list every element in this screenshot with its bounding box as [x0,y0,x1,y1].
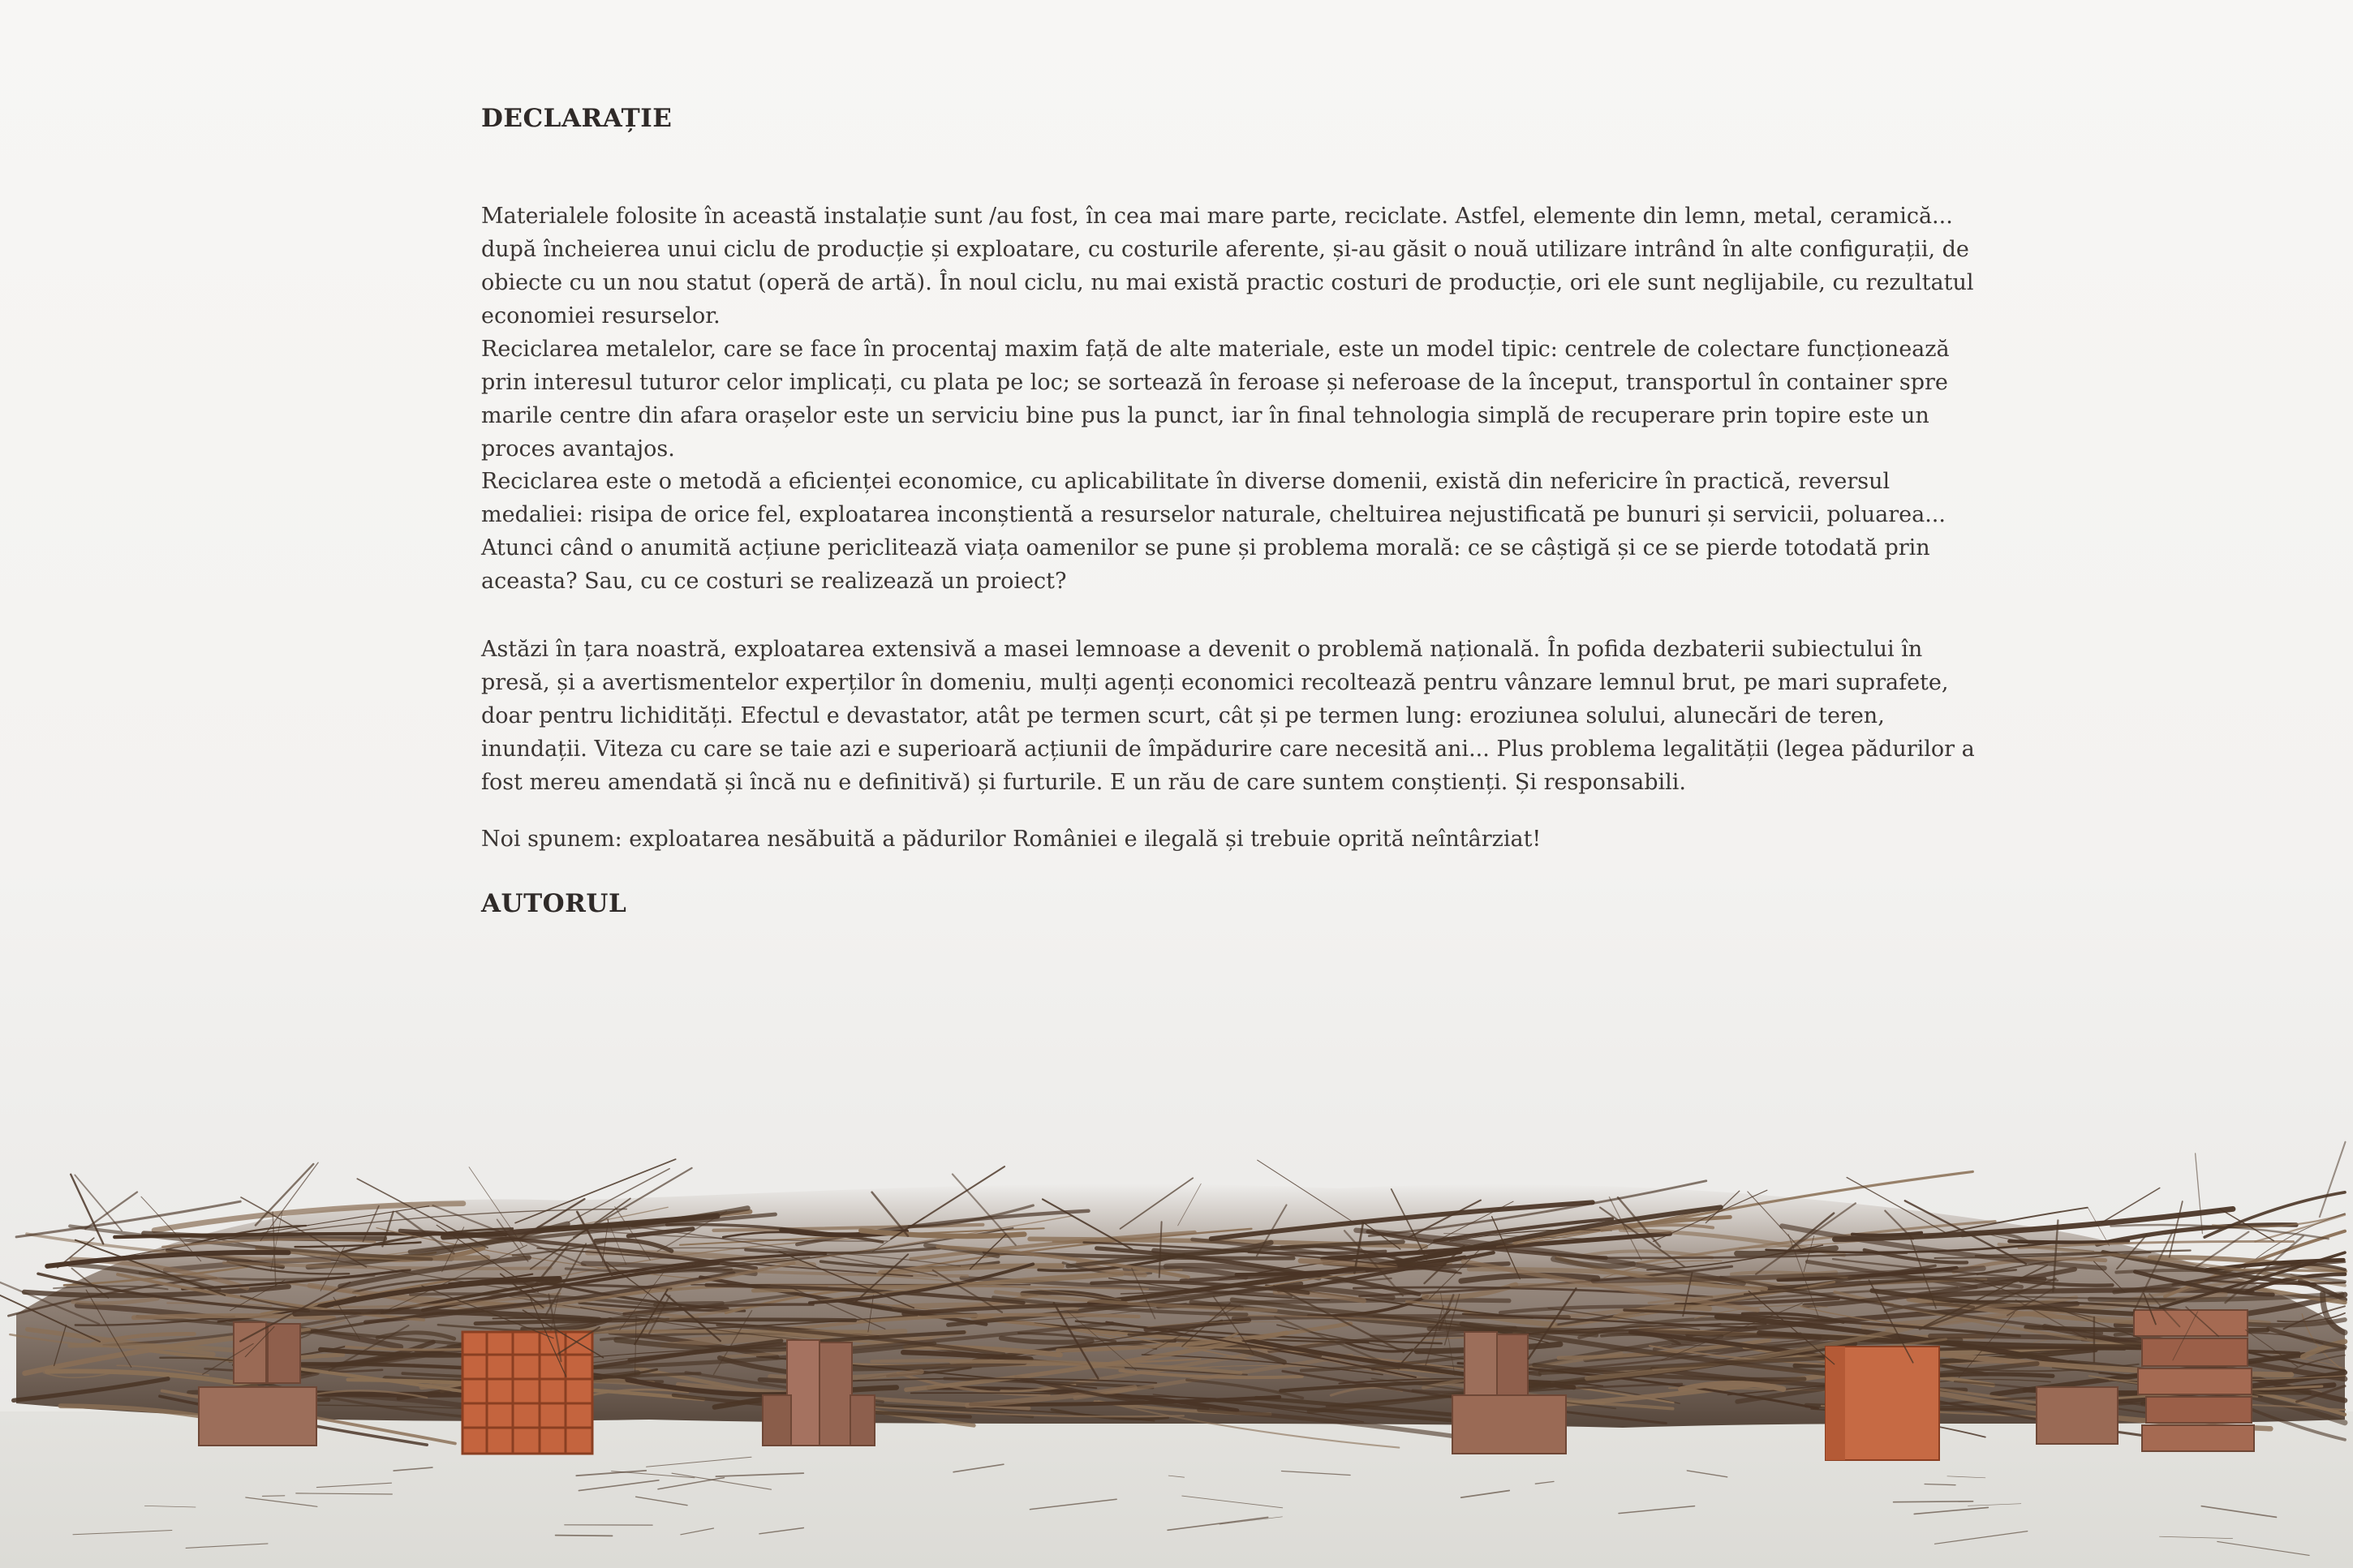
floor-twig [262,1496,284,1497]
floor-twig [296,1493,393,1494]
brick-stack-right [2134,1310,2254,1451]
brick-old-5 [819,1342,852,1446]
floor-twig [394,1467,432,1471]
floor-twig [73,1531,172,1535]
statement-paragraph-4: Astăzi în țara noastră, exploatarea extensivă a masei lemnoase a devenit o problemă națională. În pofida dezbaterii subiectului în presă, și a avertismentelor experților în domeniu, mulți agenți economici recoltează pentru vânzare lemnul brut, pe mari suprafete, doar pentru lichidități. Efectul e devastator, atât pe termen scurt, cât și pe termen lung: eroziunea solului, alunecări de teren, inundații. Viteza cu care se taie azi e superioară acțiunii de împădurire care necesită ani... Plus problema legalității (legea pădurilor a fost mereu amendată și încă nu e definitivă) și furturile. E un rău de care suntem conștienți. Și responsabili. [481,637,1975,795]
floor-twig [658,1478,725,1489]
brick-old-7 [850,1395,875,1446]
twig [2320,1142,2346,1217]
branch-and-brick-installation [0,1038,2353,1568]
floor-twig [1947,1476,1985,1478]
floor-twig [1894,1501,1973,1502]
brick-old-10 [1452,1395,1566,1454]
hollow-brick-1 [462,1332,592,1454]
twig [2196,1153,2203,1234]
statement-paragraph-2: Reciclarea metalelor, care se face în procentaj maxim față de alte materiale, este un model tipic: centrele de colectare funcționează prin interesul tuturor celor implicați, cu plata pe loc; se sortează în feroase și neferoase de la început, transportul în container spre marile centre din afara orașelor este un serviciu bine pus la punct, iar în final tehnologia simplă de recuperare prin topire este un proces avantajos. [481,337,1950,462]
floor-twig [2201,1506,2276,1518]
statement-paragraph-3: Reciclarea este o metodă a eficienței economice, cu aplicabilitate în diverse domenii, există din nefericire în practică, reversul medaliei: risipa de orice fel, exploatarea inconștientă a resurselor naturale, cheltuirea nejustificată pe bunuri și servicii, poluarea... Atunci când o anumită acțiune periclitează viața oamenilor se pune și problema morală: ce se câștigă și ce se pierde totodată prin aceasta? Sau, cu ce costuri se realizează un proiect? [481,469,1946,594]
floor-twig [246,1497,317,1506]
floor-twig [1168,1476,1184,1477]
branch [16,1201,240,1237]
floor-twig [1461,1491,1510,1498]
brick-old-2 [268,1324,300,1383]
statement-paragraph-5: Noi spunem: exploatarea nesăbuită a pădurilor României e ilegală și trebuie oprită neîntârziat! [481,827,1542,852]
brick-old-3 [199,1387,316,1446]
brick-old-6 [763,1395,791,1446]
floor-twig [144,1506,196,1507]
floor-twig [636,1497,688,1506]
floor-twig [2217,1541,2309,1555]
floor-twig [681,1528,714,1535]
floor-twig [647,1457,751,1467]
twig [75,1175,122,1231]
solid-brick-red-side [1826,1347,1845,1460]
floor-twig [1220,1517,1282,1524]
floor-twig [1030,1499,1116,1509]
floor-twig [1925,1484,1955,1485]
floor-twig [2159,1536,2232,1538]
floor-twig [1935,1531,2028,1544]
brick-old-11 [2037,1387,2118,1444]
floor-twig [579,1480,659,1491]
floor-twig [1914,1507,1988,1514]
brick-old-8 [1465,1332,1497,1397]
twig [71,1175,103,1244]
floor-twig [759,1528,804,1534]
floor-twig [186,1544,268,1549]
floor-twig [1182,1496,1283,1508]
statement-signature: AUTORUL [481,889,627,918]
statement-title: DECLARAȚIE [481,104,673,133]
floor-twig [953,1464,1004,1472]
floor-twig [1619,1506,1695,1514]
floor-twig [316,1483,391,1487]
floor-twig [1168,1518,1268,1531]
floor-twig [716,1473,803,1476]
brick-old-9 [1497,1334,1528,1398]
statement-paragraph-1: Materialele folosite în această instalație sunt /au fost, în cea mai mare parte, reciclate. Astfel, elemente din lemn, metal, ceramică... după încheierea unui ciclu de producție și exploatare, cu costurile aferente, și-au găsit o nouă utilizare intrând în alte configurații, de obiecte cu un nou statut (operă de artă). În noul ciclu, nu mai există practic costuri de producție, ori ele sunt neglijabile, cu rezultatul economiei resurselor. [481,204,1974,329]
floor-twig [1282,1471,1351,1476]
floor-twig [1535,1481,1554,1484]
floor-twig [1968,1504,2021,1506]
floor-twig [1687,1471,1727,1477]
